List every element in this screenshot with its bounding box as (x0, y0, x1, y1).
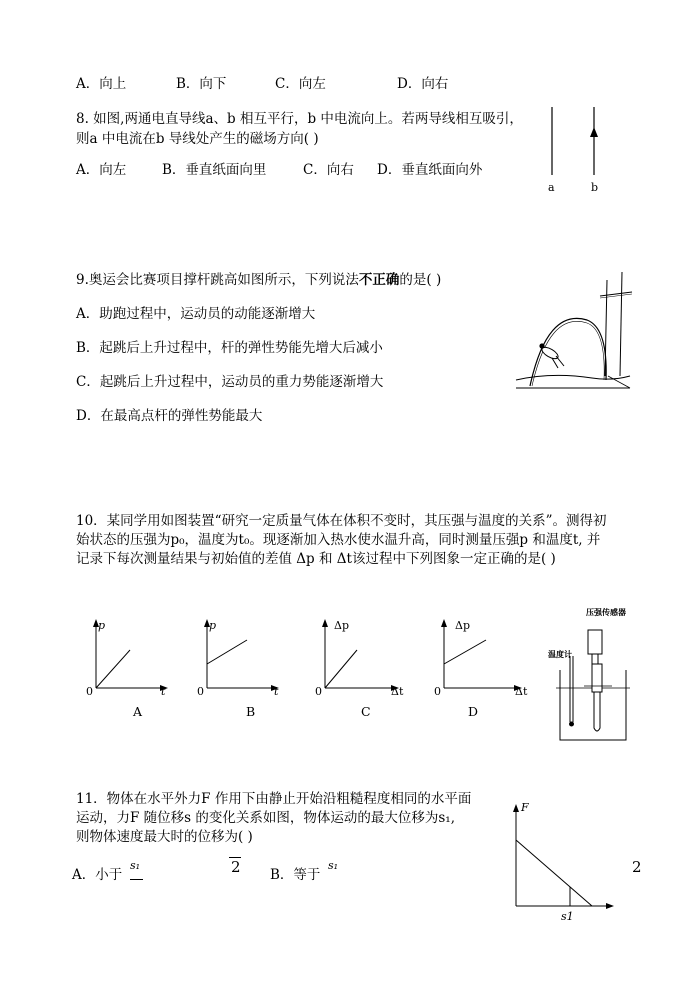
q11-fig-f-label: F (521, 801, 529, 814)
q10-graph-c-origin: 0 (315, 685, 322, 698)
q9-option-a: A．助跑过程中，运动员的动能逐渐增大 (76, 306, 316, 322)
q11-fig-s1-label: s1 (561, 910, 574, 923)
q7-option-c: C．向左 (275, 76, 326, 92)
q10-graph-c-xlabel: Δt (391, 685, 404, 698)
q9-stem (76, 271, 441, 289)
q8-option-b: B．垂直纸面向里 (162, 162, 267, 178)
q10-graph-a-letter: A (133, 704, 143, 719)
q11-option-a-frac-num: s₁ (130, 859, 141, 872)
q10-graph-c-letter: C (361, 704, 371, 719)
q7-option-a: A．向上 (76, 76, 127, 92)
q10-graph-a-origin: 0 (86, 685, 93, 698)
q10-graph-b-xlabel: t (274, 685, 279, 698)
arrow-up-icon (322, 619, 328, 627)
q10-graph-b-ylabel: p (209, 619, 217, 632)
q9-option-b: B．起跳后上升过程中，杆的弹性势能先增大后减小 (76, 340, 383, 356)
athlete-icon (539, 343, 564, 368)
q8-option-d: D．垂直纸面向外 (377, 162, 483, 178)
q10-stem-line1: 10．某同学用如图装置“研究一定质量气体在体积不变时，其压强与温度的关系”。测得初 (76, 513, 607, 529)
q11-option-b-label: B．等于 (270, 867, 321, 883)
arrow-right-icon (606, 903, 614, 909)
force-line (516, 840, 592, 906)
q9-stem-post: 的是( ) (399, 272, 442, 288)
q8-label-b: b (591, 181, 599, 194)
q11-floating-frac-bar (229, 857, 241, 858)
q9-option-c: C．起跳后上升过程中，运动员的重力势能逐渐增大 (76, 374, 384, 390)
q11-stem-line2: 运动，力F 随位移s 的变化关系如图，物体运动的最大位移为s₁, (76, 810, 456, 826)
q9-stem-bold: 不正确 (358, 272, 400, 288)
q10-graph-c (313, 616, 405, 696)
q11-floating-frac-den: 2 (231, 858, 241, 876)
q8-option-c: C．向右 (303, 162, 354, 178)
q7-option-b: B．向下 (176, 76, 227, 92)
q10-graph-b-origin: 0 (197, 685, 204, 698)
q9-option-d: D．在最高点杆的弹性势能最大 (76, 408, 263, 424)
q8-option-a: A．向左 (76, 162, 127, 178)
q11-stem-line1: 11．物体在水平外力F 作用下由静止开始沿粗糙程度相同的水平面 (76, 791, 472, 807)
q10-thermometer-label: 温度计 (548, 649, 572, 659)
q10-apparatus-figure (540, 618, 634, 742)
q10-stem-line3: 记录下每次测量结果与初始值的差值 Δp 和 Δt该过程中下列图象一定正确的是( ) (76, 551, 556, 567)
graph-a-line (96, 650, 130, 688)
q11-option-a-label: A．小于 (72, 867, 123, 883)
q10-graph-d-letter: D (468, 704, 479, 719)
q10-graph-d-origin: 0 (434, 685, 441, 698)
q10-sensor-label: 压强传感器 (586, 607, 626, 617)
q10-graph-c-ylabel: Δp (334, 619, 349, 632)
q10-graph-d (432, 616, 528, 696)
q10-graph-d-ylabel: Δp (455, 619, 470, 632)
graph-d-line (444, 640, 486, 664)
q9-pole-vault-figure (512, 268, 634, 392)
current-arrow-up-icon (590, 127, 598, 137)
arrow-up-icon (513, 804, 519, 812)
q11-right-frac-den: 2 (632, 858, 642, 876)
q10-graph-a-ylabel: p (98, 619, 106, 632)
q8-stem-line1: 8. 如图,两通电直导线a、b 相互平行，b 中电流向上。若两导线相互吸引， (76, 111, 523, 127)
graph-b-line (207, 640, 247, 664)
q11-stem-line3: 则物体速度最大时的位移为( ) (76, 829, 253, 845)
arrow-up-icon (441, 619, 447, 627)
q10-graph-b-letter: B (246, 704, 256, 719)
q9-stem-pre: 9.奥运会比赛项目撑杆跳高如图所示，下列说法 (76, 272, 359, 288)
q10-graph-a-xlabel: t (161, 685, 166, 698)
q11-force-figure (508, 800, 620, 914)
q10-stem-line2: 始状态的压强为p₀，温度为t₀。现逐渐加入热水使水温升高，同时测量压强p 和温度t, 并 (76, 532, 601, 548)
q11-option-a-frac-bar (130, 879, 143, 880)
graph-c-line (325, 650, 357, 688)
q10-graph-d-xlabel: Δt (515, 685, 528, 698)
q8-label-a: a (548, 181, 555, 194)
q8-stem-line2: 则a 中电流在b 导线处产生的磁场方向( ) (76, 131, 319, 147)
q7-option-d: D．向右 (397, 76, 449, 92)
q11-option-b-frac-num: s₁ (328, 859, 339, 872)
